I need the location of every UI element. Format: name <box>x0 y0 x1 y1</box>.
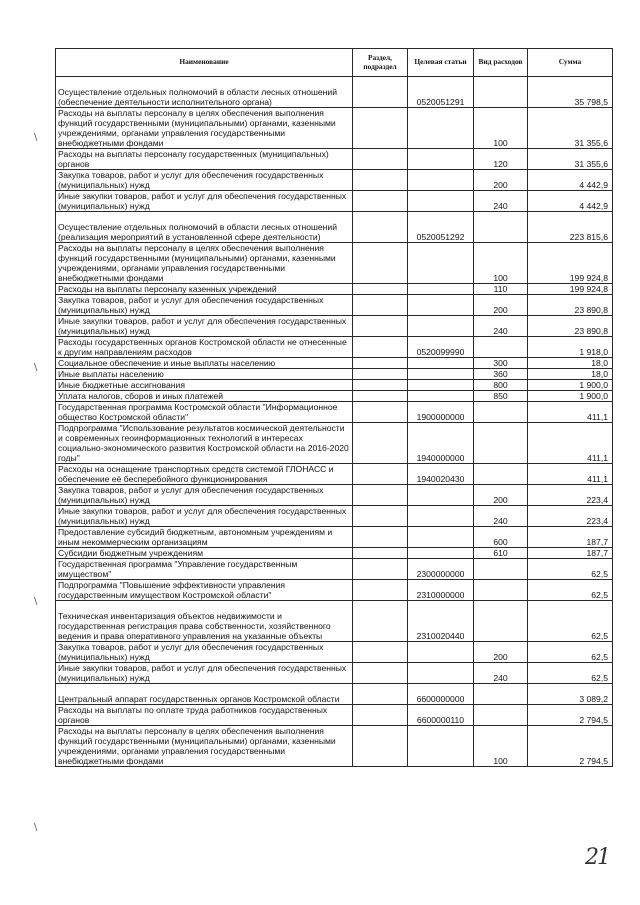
row-target-cell: 6600000110 <box>408 705 474 726</box>
row-target-cell <box>408 485 474 506</box>
row-type-cell: 240 <box>474 506 528 527</box>
table-row <box>56 295 613 316</box>
row-name-cell: Иные выплаты населению <box>56 369 353 380</box>
row-type-cell: 850 <box>474 391 528 402</box>
row-sum-cell: 4 442,9 <box>528 170 613 191</box>
row-sum-cell: 199 924,8 <box>528 243 613 284</box>
row-target-cell <box>408 642 474 663</box>
row-type-cell: 800 <box>474 380 528 391</box>
row-target-cell <box>408 191 474 212</box>
row-section-cell <box>353 380 408 391</box>
row-section-cell <box>353 464 408 485</box>
row-target-cell <box>408 295 474 316</box>
row-section-cell <box>353 243 408 284</box>
row-section-cell <box>353 108 408 149</box>
row-target-cell <box>408 663 474 684</box>
row-type-cell: 610 <box>474 548 528 559</box>
table-body <box>56 77 613 767</box>
row-type-cell: 100 <box>474 726 528 767</box>
header-target: Целевая статьи <box>408 49 474 77</box>
row-section-cell <box>353 337 408 358</box>
row-target-cell: 2300000000 <box>408 559 474 580</box>
row-name-cell: Расходы на выплаты персоналу казенных учреждений <box>56 284 353 295</box>
row-section-cell <box>353 485 408 506</box>
row-name-cell: Расходы на выплаты персоналу государственных (муниципальных) органов <box>56 149 353 170</box>
row-type-cell <box>474 705 528 726</box>
row-name-cell: Осуществление отдельных полномочий в области лесных отношений (реализация мероприятий в установленной сфере деятельности) <box>56 212 353 243</box>
table-row <box>56 601 613 642</box>
row-sum-cell: 223,4 <box>528 485 613 506</box>
row-type-cell: 100 <box>474 243 528 284</box>
row-name-cell: Расходы на выплаты персоналу в целях обеспечения выполнения функций государственными (муниципальными) органами, казенными учреждениями, органами управления государственными внебюджетными фондами <box>56 726 353 767</box>
row-sum-cell: 411,1 <box>528 423 613 464</box>
table-row <box>56 464 613 485</box>
row-sum-cell: 62,5 <box>528 642 613 663</box>
table-row <box>56 705 613 726</box>
row-target-cell: 0520051291 <box>408 77 474 108</box>
table-row <box>56 485 613 506</box>
row-sum-cell: 223 815,6 <box>528 212 613 243</box>
row-type-cell <box>474 77 528 108</box>
table-row <box>56 369 613 380</box>
row-type-cell: 240 <box>474 663 528 684</box>
row-type-cell: 240 <box>474 191 528 212</box>
row-type-cell <box>474 423 528 464</box>
row-sum-cell: 62,5 <box>528 601 613 642</box>
table-row <box>56 423 613 464</box>
row-type-cell <box>474 580 528 601</box>
table-header <box>56 49 613 77</box>
row-type-cell <box>474 601 528 642</box>
row-section-cell <box>353 580 408 601</box>
row-name-cell: Закупка товаров, работ и услуг для обеспечения государственных (муниципальных) нужд <box>56 170 353 191</box>
margin-mark: \ <box>34 362 38 373</box>
row-section-cell <box>353 527 408 548</box>
table-row <box>56 726 613 767</box>
row-section-cell <box>353 559 408 580</box>
row-target-cell: 2310000000 <box>408 580 474 601</box>
row-sum-cell: 23 890,8 <box>528 316 613 337</box>
row-type-cell <box>474 212 528 243</box>
row-target-cell <box>408 548 474 559</box>
row-section-cell <box>353 170 408 191</box>
table-row <box>56 684 613 705</box>
table-row <box>56 402 613 423</box>
row-type-cell: 200 <box>474 642 528 663</box>
row-sum-cell: 187,7 <box>528 527 613 548</box>
row-sum-cell: 62,5 <box>528 559 613 580</box>
table-row <box>56 149 613 170</box>
row-type-cell: 200 <box>474 295 528 316</box>
row-name-cell: Закупка товаров, работ и услуг для обеспечения государственных (муниципальных) нужд <box>56 485 353 506</box>
row-type-cell: 100 <box>474 108 528 149</box>
header-sum: Сумма <box>528 49 613 77</box>
row-section-cell <box>353 663 408 684</box>
row-target-cell: 0520099990 <box>408 337 474 358</box>
table-row <box>56 170 613 191</box>
row-section-cell <box>353 191 408 212</box>
row-target-cell <box>408 243 474 284</box>
table-row <box>56 243 613 284</box>
row-sum-cell: 35 798,5 <box>528 77 613 108</box>
row-sum-cell: 1 900,0 <box>528 391 613 402</box>
row-target-cell: 0520051292 <box>408 212 474 243</box>
row-section-cell <box>353 358 408 369</box>
row-name-cell: Подпрограмма "Использование результатов космической деятельности и современных геоинформационных технологий в интересах социально-экономического развития Костромской области на 2016-2020 годы" <box>56 423 353 464</box>
row-name-cell: Уплата налогов, сборов и иных платежей <box>56 391 353 402</box>
row-name-cell: Расходы государственных органов Костромской области не отнесенные к другим направлениям расходов <box>56 337 353 358</box>
row-section-cell <box>353 726 408 767</box>
row-name-cell: Закупка товаров, работ и услуг для обеспечения государственных (муниципальных) нужд <box>56 642 353 663</box>
row-type-cell: 600 <box>474 527 528 548</box>
row-sum-cell: 62,5 <box>528 580 613 601</box>
row-target-cell <box>408 149 474 170</box>
row-target-cell <box>408 316 474 337</box>
row-name-cell: Расходы на оснащение транспортных средств системой ГЛОНАСС и обеспечение её бесперебойного функционирования <box>56 464 353 485</box>
row-sum-cell: 1 900,0 <box>528 380 613 391</box>
row-name-cell: Осуществление отдельных полномочий в области лесных отношений (обеспечение деятельности исполнительного органа) <box>56 77 353 108</box>
row-type-cell: 300 <box>474 358 528 369</box>
row-name-cell: Техническая инвентаризация объектов недвижимости и государственная регистрация права собственности, хозяйственного ведения и права оперативного управления на указанные объекты <box>56 601 353 642</box>
row-type-cell <box>474 559 528 580</box>
budget-table <box>55 48 613 767</box>
row-sum-cell: 411,1 <box>528 464 613 485</box>
table-row <box>56 284 613 295</box>
row-type-cell: 240 <box>474 316 528 337</box>
row-name-cell: Иные закупки товаров, работ и услуг для обеспечения государственных (муниципальных) нужд <box>56 316 353 337</box>
margin-mark: \ <box>34 822 38 833</box>
row-name-cell: Расходы на выплаты по оплате труда работников государственных органов <box>56 705 353 726</box>
row-target-cell <box>408 358 474 369</box>
row-section-cell <box>353 402 408 423</box>
row-sum-cell: 199 924,8 <box>528 284 613 295</box>
table-row <box>56 580 613 601</box>
row-name-cell: Иные закупки товаров, работ и услуг для обеспечения государственных (муниципальных) нужд <box>56 663 353 684</box>
row-name-cell: Закупка товаров, работ и услуг для обеспечения государственных (муниципальных) нужд <box>56 295 353 316</box>
row-sum-cell: 411,1 <box>528 402 613 423</box>
table-row <box>56 358 613 369</box>
row-name-cell: Предоставление субсидий бюджетным, автономным учреждениям и иным некоммерческим организациям <box>56 527 353 548</box>
row-target-cell <box>408 108 474 149</box>
row-name-cell: Подпрограмма "Повышение эффективности управления государственным имуществом Костромской области" <box>56 580 353 601</box>
row-section-cell <box>353 642 408 663</box>
row-section-cell <box>353 284 408 295</box>
row-target-cell: 2310020440 <box>408 601 474 642</box>
row-name-cell: Иные бюджетные ассигнования <box>56 380 353 391</box>
table-row <box>56 506 613 527</box>
row-section-cell <box>353 77 408 108</box>
row-target-cell <box>408 284 474 295</box>
table-row <box>56 212 613 243</box>
row-sum-cell: 62,5 <box>528 663 613 684</box>
row-name-cell: Иные закупки товаров, работ и услуг для обеспечения государственных (муниципальных) нужд <box>56 191 353 212</box>
row-sum-cell: 1 918,0 <box>528 337 613 358</box>
row-sum-cell: 31 355,6 <box>528 149 613 170</box>
row-type-cell <box>474 684 528 705</box>
row-type-cell: 110 <box>474 284 528 295</box>
header-name: Наименование <box>56 49 353 77</box>
table-row <box>56 77 613 108</box>
row-name-cell: Государственная программа "Управление государственным имуществом" <box>56 559 353 580</box>
row-section-cell <box>353 316 408 337</box>
row-sum-cell: 31 355,6 <box>528 108 613 149</box>
row-sum-cell: 18,0 <box>528 358 613 369</box>
row-sum-cell: 2 794,5 <box>528 726 613 767</box>
row-type-cell: 200 <box>474 170 528 191</box>
row-name-cell: Иные закупки товаров, работ и услуг для обеспечения государственных (муниципальных) нужд <box>56 506 353 527</box>
row-type-cell <box>474 464 528 485</box>
row-section-cell <box>353 705 408 726</box>
row-target-cell: 1940020430 <box>408 464 474 485</box>
row-section-cell <box>353 295 408 316</box>
row-sum-cell: 3 089,2 <box>528 684 613 705</box>
row-target-cell <box>408 506 474 527</box>
row-section-cell <box>353 423 408 464</box>
row-sum-cell: 187,7 <box>528 548 613 559</box>
row-target-cell: 1940000000 <box>408 423 474 464</box>
row-name-cell: Государственная программа Костромской области "Информационное общество Костромской области" <box>56 402 353 423</box>
table-row <box>56 191 613 212</box>
row-sum-cell: 23 890,8 <box>528 295 613 316</box>
table-row <box>56 337 613 358</box>
row-type-cell <box>474 402 528 423</box>
table-row <box>56 380 613 391</box>
table-row <box>56 108 613 149</box>
row-section-cell <box>353 684 408 705</box>
margin-mark: \ <box>34 596 38 607</box>
row-target-cell <box>408 726 474 767</box>
row-type-cell <box>474 337 528 358</box>
row-target-cell <box>408 380 474 391</box>
row-type-cell: 120 <box>474 149 528 170</box>
row-target-cell: 6600000000 <box>408 684 474 705</box>
page-number: 21 <box>585 845 609 870</box>
row-section-cell <box>353 212 408 243</box>
row-target-cell <box>408 369 474 380</box>
row-name-cell: Центральный аппарат государственных органов Костромской области <box>56 684 353 705</box>
row-target-cell <box>408 527 474 548</box>
row-section-cell <box>353 548 408 559</box>
row-section-cell <box>353 149 408 170</box>
row-sum-cell: 223,4 <box>528 506 613 527</box>
table-row <box>56 527 613 548</box>
row-section-cell <box>353 506 408 527</box>
table-row <box>56 642 613 663</box>
row-section-cell <box>353 369 408 380</box>
budget-table-sheet <box>55 48 612 767</box>
row-section-cell <box>353 391 408 402</box>
row-target-cell: 1900000000 <box>408 402 474 423</box>
row-sum-cell: 18,0 <box>528 369 613 380</box>
table-row <box>56 559 613 580</box>
row-name-cell: Расходы на выплаты персоналу в целях обеспечения выполнения функций государственными (муниципальными) органами, казенными учреждениями, органами управления государственными внебюджетными фондами <box>56 243 353 284</box>
row-section-cell <box>353 601 408 642</box>
table-row <box>56 391 613 402</box>
row-sum-cell: 2 794,5 <box>528 705 613 726</box>
row-sum-cell: 4 442,9 <box>528 191 613 212</box>
table-row <box>56 316 613 337</box>
row-name-cell: Субсидии бюджетным учреждениям <box>56 548 353 559</box>
row-target-cell <box>408 170 474 191</box>
row-target-cell <box>408 391 474 402</box>
row-type-cell: 360 <box>474 369 528 380</box>
header-section: Раздел, подраздел <box>353 49 408 77</box>
margin-mark: \ <box>34 132 38 143</box>
header-type: Вид расходов <box>474 49 528 77</box>
table-row <box>56 663 613 684</box>
row-name-cell: Расходы на выплаты персоналу в целях обеспечения выполнения функций государственными (муниципальными) органами, казенными учреждениями, органами управления государственными внебюджетными фондами <box>56 108 353 149</box>
row-type-cell: 200 <box>474 485 528 506</box>
row-name-cell: Социальное обеспечение и иные выплаты населению <box>56 358 353 369</box>
table-row <box>56 548 613 559</box>
